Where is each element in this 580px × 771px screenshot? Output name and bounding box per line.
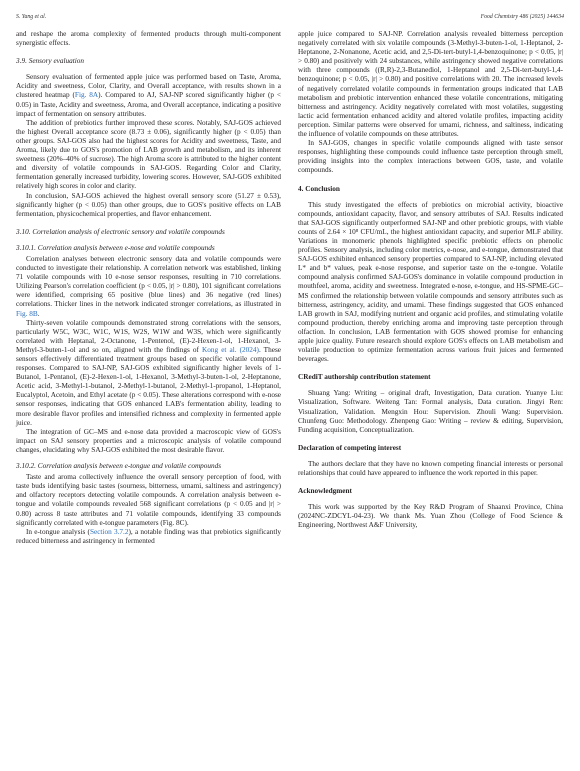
paragraph: and reshape the aroma complexity of fermented products through multi-component synergistic effects. — [16, 30, 281, 48]
paragraph: The integration of GC–MS and e-nose data provided a macroscopic view of GOS's impact on SAJ sensory properties and a microscopic analysis of volatile compound changes, elucidating why SAJ-GOS exhibited the most desirable flavor. — [16, 427, 281, 454]
section-link-3-7-2[interactable]: Section 3.7.2 — [89, 527, 129, 536]
section-heading-competing-interest: Declaration of competing interest — [298, 443, 402, 452]
header-authors: S. Yang et al. — [16, 14, 47, 20]
section-heading-acknowledgment: Acknowledgment — [298, 487, 352, 496]
paragraph: The authors declare that they have no known competing financial interests or personal relationships that could have appeared to influence the work reported in this paper. — [298, 459, 563, 478]
paragraph: In e-tongue analysis (Section 3.7.2), a notable finding was that prebiotics significantly reduced bitterness and astringency in fermented — [16, 527, 281, 545]
section-heading-3-10: 3.10. Correlation analysis of electronic sensory and volatile compounds — [16, 227, 225, 236]
citation-link-kong-2024[interactable]: Kong et al. (2024) — [202, 345, 259, 354]
right-column — [298, 30, 563, 531]
figure-link-8a[interactable]: Fig. 8A — [74, 91, 99, 100]
paragraph: apple juice compared to SAJ-NP. Correlation analysis revealed bitterness perception negatively correlated with six volatile compounds (3-Methyl-3-buten-1-ol, 1-Heptanol, 2-Heptanone, 2-Nonanone, Acetic acid, and 2,5-Di-tert-butyl-1,4-benzoquinone; p < 0.05, |r| > 0.80) and positively with 24 substances, while astringency showed negative correlations with three compounds ((R,R)-2,3-Butanediol, 1-Heptanol and 2,5-Di-tert-butyl-1,4-benzoquinone; p < 0.05, |r| > 0.80) and positive correlations with 20. The increased levels of negatively correlated volatile compounds in fermentation groups indicated that LAB metabolism and prebiotic intervention enhanced these volatile concentrations, mitigating bitterness and astringency. Acidity negatively correlated with most volatiles, suggesting lactic acid fermentation enhanced acidity and altered volatile profiles, impacting acidity perception. Similar patterns were observed for umami, richness, and saltiness, indicating the influence of volatile compounds on these attributes. — [298, 30, 563, 139]
paragraph: In SAJ-GOS, changes in specific volatile compounds aligned with taste sensor responses, highlighting these compounds could influence taste perception through smell, providing insights into the complex interactions between GOS, taste, and volatile compounds. — [298, 139, 563, 175]
paragraph: Correlation analyses between electronic sensory data and volatile compounds were conducted to investigate their relationship. A correlation network was established, linking 71 volatile compounds with 10 e-nose sensor responses, resulting in 710 correlations. Utilizing Pearson's correlation coefficient (p < 0.05, |r| > 0.80), 101 significant correlations were identified, comprising 65 positive (blue lines) and 36 negative (red lines) correlations. Thicker lines in the network indicated stronger correlations, as illustrated in Fig. 8B. — [16, 254, 281, 318]
section-heading-3-9: 3.9. Sensory evaluation — [16, 57, 85, 66]
header-journal: Food Chemistry 486 (2025) 144634 — [480, 14, 564, 20]
paragraph: Taste and aroma collectively influence the overall sensory perception of food, with taste buds identifying basic tastes (sourness, bitterness, umami, saltiness and astringency) and olfactory receptors detecting volatile compounds. A correlation analysis between e-tongue and volatile compounds revealed 568 significant correlations (p < 0.05 and |r| > 0.80) across 8 taste attributes and 71 volatile compounds, identifying 33 compounds significantly correlated with e-tongue parameters (Fig. 8C). — [16, 473, 281, 527]
left-column — [16, 30, 281, 546]
running-header — [16, 14, 564, 20]
section-heading-conclusion: 4. Conclusion — [298, 184, 340, 193]
section-heading-credit: CRediT authorship contribution statement — [298, 373, 431, 382]
figure-link-8b[interactable]: Fig. 8B — [16, 309, 38, 318]
paragraph: Thirty-seven volatile compounds demonstrated strong correlations with the sensors, particularly W5C, W3C, W1C, W1S, W2S, W1W and W3S, which were significantly correlated with Heptanal, 2-Octanone, 1-Pentenol, (E)-2-Hexen-1-ol, 1-Hexanol, 3-Methyl-3-buten-1-ol and so on, aligned with the findings of Kong et al. (2024). These sensors effectively differentiated treatment groups based on specific volatile compound responses. Compared to SAJ-NP, SAJ-GOS exhibited significantly higher levels of 1-Butanol, 1-Pentanol, (E)-2-Hexen-1-ol, 1-Hexanol, 3-Methyl-3-buten-1-ol, 2-Heptanone, Acetic acid, 3-Methyl-1-butanol, 2-Methyl-1-butanol, 2-Methyl-1-propanol, 1-Heptanol, Eucalyptol, Acetoin, and Ethyl acetate (p < 0.05). These alterations correspond with e-nose sensor responses, indicating that GOS enhanced LAB's fermentation ability, leading to more desirable flavor profiles and intensified richness and complexity in fermented apple juice. — [16, 318, 281, 427]
paragraph: This study investigated the effects of prebiotics on microbial activity, bioactive compounds, antioxidant capacity, flavor, and sensory attributes of SAJ. Results indicated that SAJ-GOS significantly outperformed SAJ-NP and other prebiotic groups, with viable counts of 2.64 × 10⁸ CFU/mL, the highest antioxidant capacity, and superior MLF ability. Variations in monomeric phenols highlighted specific prebiotic effects on phenolic profiles. Sensory analysis, including color metrics, e-nose, and e-tongue, demonstrated that SAJ-GOS exhibited enhanced sensory properties compared to SAJ-NP, including elevated L* and b* values, peak e-nose response, and superior taste on the e-tongue. Volatile compound analysis confirmed SAJ-GOS's dominance in volatile compound production in mouthfeel, aroma, acidity and sweetness. Integrated e-nose, e-tongue, and HS-SPME-GC–MS confirmed the relationship between volatile compounds and sensory attributes such as bitterness, astringency, acidity, and umami. These findings suggested that GOS enhanced LAB growth in SAJ, modifying nutrient and organic acid profiles, and stimulating volatile compound production, thereby enriching aroma and improving taste perception through olfaction. In conclusion, LAB fermentation with GOS showed promise for enhancing apple juice quality. Future research should explore GOS's effects on LAB metabolism and volatile production to optimize fermentation across various fruit juices and fermented beverages. — [298, 200, 563, 364]
subsection-heading-3-10-1: 3.10.1. Correlation analysis between e-nose and volatile compounds — [16, 243, 215, 252]
subsection-heading-3-10-2: 3.10.2. Correlation analysis between e-tongue and volatile compounds — [16, 462, 222, 471]
paragraph: This work was supported by the Key R&D Program of Shaanxi Province, China (2024NC-ZDCYL-04-23). We thank Ms. Yuan Zhou (College of Food Science & Engineering, Northwest A&F University, — [298, 503, 563, 530]
paragraph: Sensory evaluation of fermented apple juice was performed based on Taste, Aroma, Acidity and sweetness, Color, Clarity, and Overall acceptance, with results shown in a clustered heatmap (Fig. 8A). Compared to AJ, SAJ-NP scored significantly higher (p < 0.05) in Taste, Acidity and sweetness, Aroma, and Overall acceptance, indicating a positive impact of fermentation on sensory attributes. — [16, 73, 281, 118]
paragraph: In conclusion, SAJ-GOS achieved the highest overall sensory score (51.27 ± 0.53), significantly higher (p < 0.05) than other groups, due to GOS's positive effects on LAB fermentation, physicochemical properties, and flavor enhancement. — [16, 191, 281, 218]
paragraph: Shuang Yang: Writing – original draft, Investigation, Data curation. Yuanye Liu: Visualization, Software. Weiteng Tan: Formal analysis, Data curation. Jingyi Ren: Visualization, Validation. Mengxin Hou: Supervision. Zhouli Wang: Supervision. Chunfeng Guo: Methodology. Zhenpeng Gao: Writing – review & editing, Supervision, Funding acquisition, Conceptualization. — [298, 389, 563, 434]
paragraph: The addition of prebiotics further improved these scores. Notably, SAJ-GOS achieved the highest Overall acceptance score (8.73 ± 0.06), significantly higher (p < 0.05) than other groups. SAJ-GOS also had the highest scores for Acidity and sweetness, Taste, and Aroma, likely due to GOS's promotion of LAB growth and metabolism, and its inherent sweetness (20%–40% of sucrose). The high Aroma score is attributed to the higher content and diversity of volatile compounds in SAJ-GOS. Regarding Color and Clarity, fermentation generally increased turbidity, lowering scores. However, SAJ-GOS exhibited relatively high scores in color and clarity. — [16, 118, 281, 191]
